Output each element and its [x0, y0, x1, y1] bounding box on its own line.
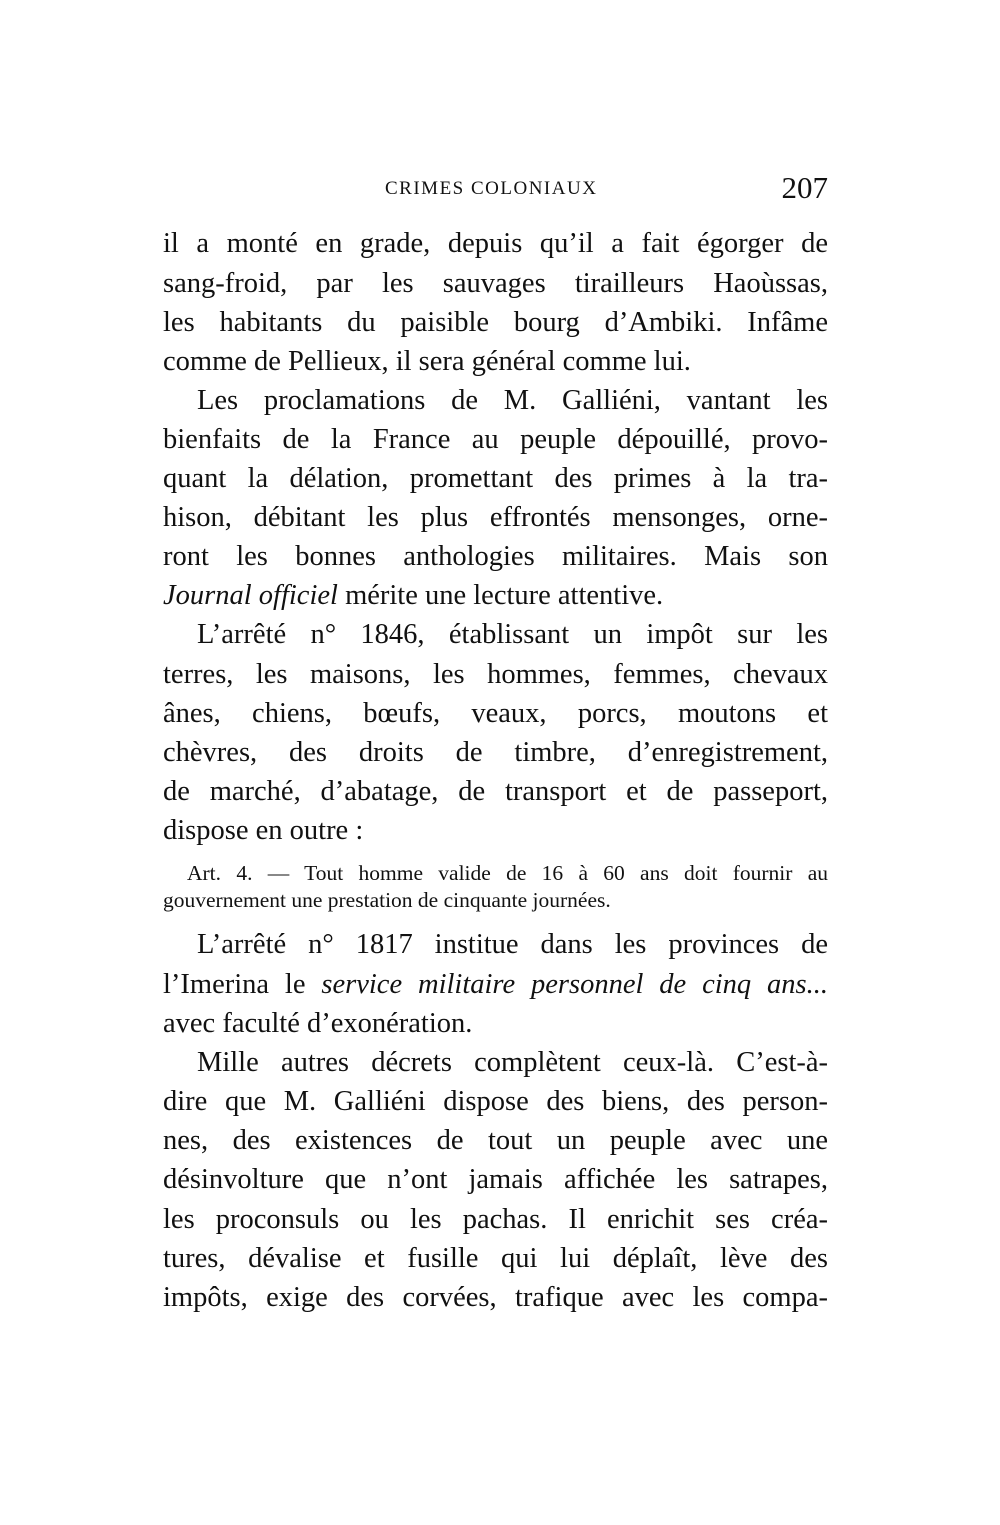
text-line: dispose en outre : — [163, 815, 364, 846]
text-line: tures, dévalise et fusille qui lui déplaît, lève des — [163, 1243, 828, 1274]
running-head: CRIMES COLONIAUX — [385, 178, 598, 199]
text-line: quant la délation, promettant des primes à la tra- — [163, 463, 828, 494]
text-line: nes, des existences de tout un peuple avec une — [163, 1125, 828, 1156]
page-header — [163, 170, 828, 210]
text-line: les habitants du paisible bourg d’Ambiki. Infâme — [163, 307, 828, 338]
text-line: bienfaits de la France au peuple dépouillé, provo- — [163, 424, 828, 455]
text-line: dire que M. Galliéni dispose des biens, des person- — [163, 1086, 828, 1117]
quote-line: Art. 4. — Tout homme valide de 16 à 60 ans doit fournir au — [187, 861, 828, 885]
text-line: de marché, d’abatage, de transport et de passeport, — [163, 776, 828, 807]
text-line: Les proclamations de M. Galliéni, vantant les — [197, 385, 828, 416]
quote-line: gouvernement une prestation de cinquante journées. — [163, 888, 611, 912]
text-line: avec faculté d’exonération. — [163, 1008, 473, 1039]
italic-service-phrase: service militaire personnel de cinq ans... — [321, 969, 829, 1000]
text-line: terres, les maisons, les hommes, femmes, chevaux — [163, 659, 828, 690]
text-line: désinvolture que n’ont jamais affichée les satrapes, — [163, 1164, 828, 1195]
page-number: 207 — [781, 170, 828, 205]
text-line: ront les bonnes anthologies militaires. Mais son — [163, 541, 828, 572]
text-line: impôts, exige des corvées, trafique avec les compa- — [163, 1282, 828, 1313]
text-line: sang-froid, par les sauvages tirailleurs Haoùssas, — [163, 268, 828, 299]
text-line: chèvres, des droits de timbre, d’enregistrement, — [163, 737, 828, 768]
text-line: Journal officiel mérite une lecture attentive. — [163, 580, 664, 611]
text-line: l’Imerina le service militaire personnel de cinq ans... — [163, 969, 829, 1000]
text-line: Mille autres décrets complètent ceux-là. C’est-à- — [197, 1047, 828, 1078]
text-line: L’arrêté n° 1817 institue dans les provinces de — [197, 929, 828, 960]
text-line: comme de Pellieux, il sera général comme lui. — [163, 346, 691, 377]
text-line: L’arrêté n° 1846, établissant un impôt sur les — [197, 619, 828, 650]
text-line: ânes, chiens, bœufs, veaux, porcs, moutons et — [163, 698, 828, 729]
text-line: les proconsuls ou les pachas. Il enrichit ses créa- — [163, 1204, 828, 1235]
text-line: hison, débitant les plus effrontés mensonges, orne- — [163, 502, 828, 533]
text-line: il a monté en grade, depuis qu’il a fait égorger de — [163, 228, 828, 259]
italic-journal-title: Journal officiel — [163, 580, 338, 611]
